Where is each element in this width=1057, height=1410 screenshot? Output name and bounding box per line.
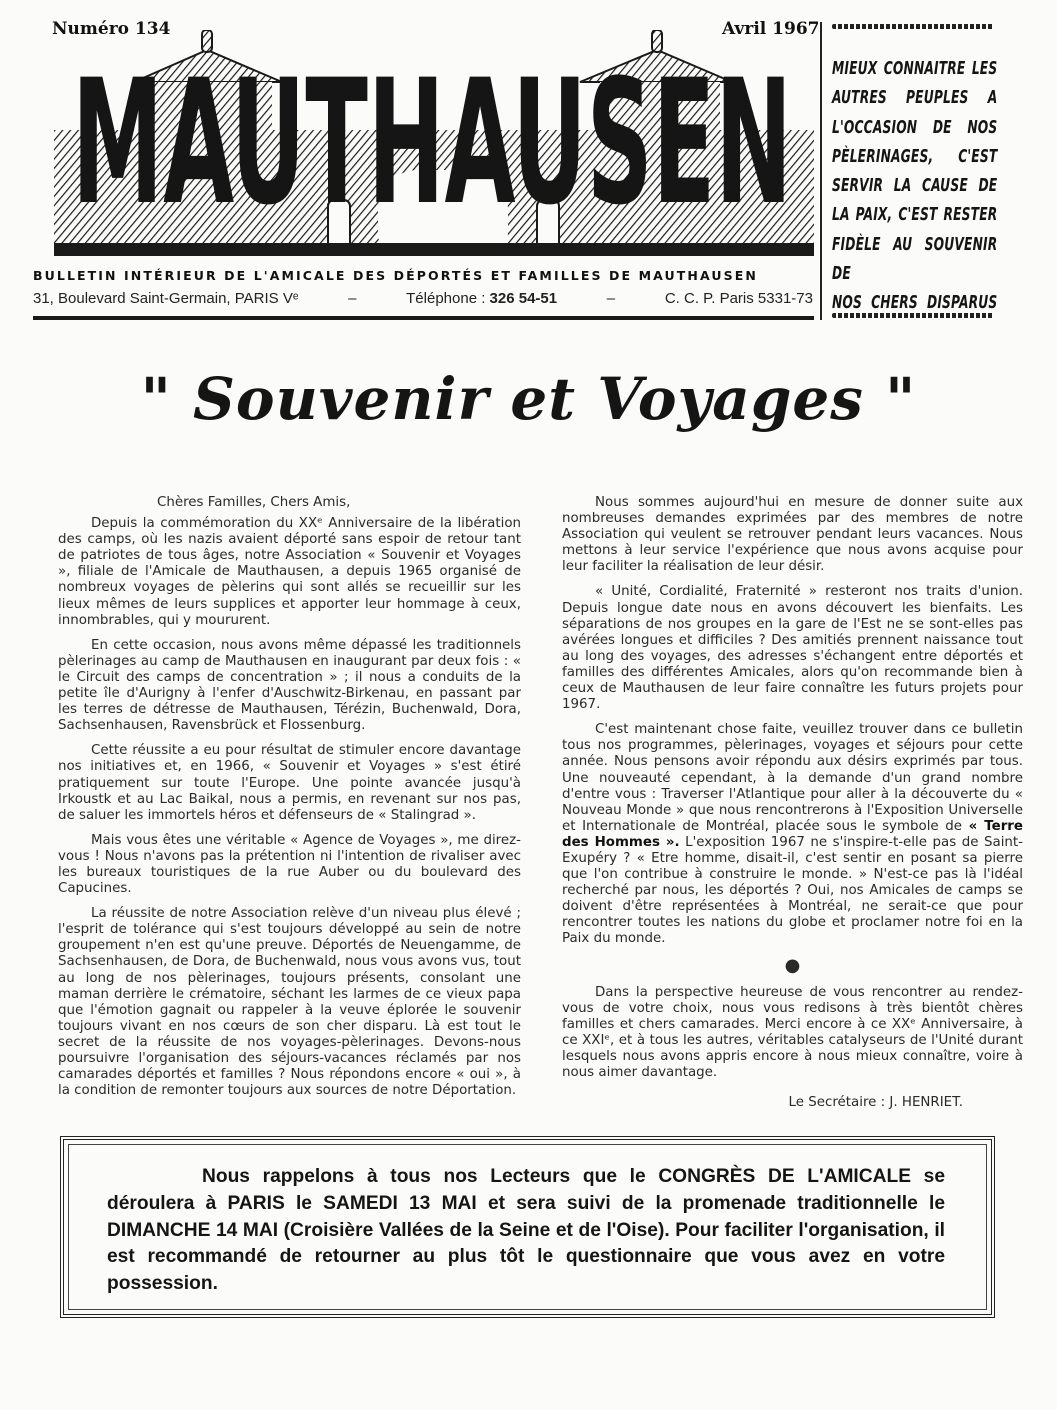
text: L'exposition 1967 ne s'inspire-t-elle pas de Saint-Exupéry ? « Etre homme, disait-il, c'est sentir en posant sa pierre que l'on contribue à construire le monde. » N'est-ce pas là l'idéal recherché par nous, les déportés ? Oui, nos Amicales de camps se doivent d'être représentées à Montréal, ne serait-ce que pour rencontrer toutes les nations du globe et proclamer notre foi en la Paix du monde. (562, 834, 1023, 947)
notice-text: Nous rappelons à tous nos Lecteurs que le CONGRÈS DE L'AMICALE se déroulera à PARIS le SAMEDI 13 MAI et sera suivi de la promenade traditionnelle le DIMANCHE 14 MAI (Croisière Vallées de la Seine et de l'Oise). Pour faciliter l'organisation, il est recommandé de retourner au plus tôt le questionnaire que vous avez en votre possession. (107, 1166, 945, 1295)
masthead-title: MAUTHAUSEN (72, 42, 792, 243)
motto (832, 55, 998, 319)
issue-date: Avril 1967 (722, 19, 820, 39)
paragraph: Depuis la commémoration du XXᵉ Anniversaire de la libération des camps, où les nazis avaient déporté sans espoir de retour tant de patriotes de tous âges, notre Association « Souvenir et Voyages », filiale de l'Amicale de Mauthausen, a depuis 1965 organisé de nombreux voyages de pèlerins qui sont allés se recueillir sur les lieux mêmes de leurs supplices et apporter leur hommage à ceux, innombrables, qui y moururent. (58, 516, 521, 628)
motto-line: LA PAIX, C'EST RESTER (832, 205, 998, 226)
address-line (33, 290, 813, 307)
phone-label: Téléphone : (406, 290, 486, 307)
ccp-account: C. C. P. Paris 5331-73 (664, 290, 813, 307)
paragraph-montreal (562, 722, 1023, 947)
article-title: " Souvenir et Voyages " (140, 365, 917, 433)
paragraph: En cette occasion, nous avons même dépassé les traditionnels pèlerinages au camp de Mauthausen en inaugurant par deux fois : « le Circuit des camps de concentration » ; il nous a conduits de la petite île d'Aurigny à l'enfer d'Auschwitz-Birkenau, en passant par les terres de détresse de Mauthausen, Térézin, Buchenwald, Dora, Sachsenhausen, Ravensbrück et Flossenburg. (58, 637, 521, 734)
paragraph: Mais vous êtes une véritable « Agence de Voyages », me direz-vous ! Nous n'avons pas la prétention ni l'intention de rivaliser avec les bureaux touristiques de la rue Auber ou du boulevard des Capucines. (58, 832, 521, 897)
address: 31, Boulevard Saint-Germain, PARIS Vᵉ (33, 290, 299, 307)
header-rule (33, 316, 814, 320)
article-column-right (562, 495, 1023, 1120)
terre-des-hommes: « Terre des Hommes ». (562, 818, 1023, 850)
paragraph: La réussite de notre Association relève d'un niveau plus élevé ; l'esprit de tolérance qui s'est toujours développé au sein de notre groupement n'en est qu'une preuve. Déportés de Neuengamme, de Sachsenhausen, de Dora, de Buchenwald, nous vous avons vus, tout au long de nos pèlerinages, toujours présents, consolant une maman derrière le crématoire, séchant les larmes de ce vieux papa que l'émotion gagnait ou rappeler à la veuve éplorée le souvenir toujours vivant en nos cœurs de son cher disparu. Là est tout le secret de la réussite de nos voyages-pèlerinages. Devons-nous poursuivre l'organisation des séjours-vacances réclamés par nos camarades déportés et familles ? Nous répondons encore « oui », à la condition de remonter toujours aux sources de notre Déportation. (58, 906, 521, 1099)
paragraph: Cette réussite a eu pour résultat de stimuler encore davantage nos initiatives et, en 1966, « Souvenir et Voyages » s'est étiré pratiquement sur toute l'Europe. Une pointe avancée jusqu'à Irkoustk et au Lac Baikal, nous a permis, en revenant sur nos pas, de saluer les immortels héros et défenseurs de « Stalingrad ». (58, 743, 521, 823)
signature: Le Secrétaire : J. HENRIET. (788, 1095, 963, 1111)
masthead-logo (52, 30, 814, 256)
bullet-separator: ● (784, 954, 801, 976)
motto-line: L'OCCASION DE NOS (832, 117, 998, 138)
motto-line: FIDÈLE AU SOUVENIR DE (832, 234, 998, 285)
paragraph: Nous sommes aujourd'hui en mesure de donner suite aux nombreuses demandes exprimées par des membres de notre Association qui veulent se retrouver pendant leurs vacances. Nous mettons à leur service l'expérience que nous avons acquise pour leur faciliter la réalisation de leur désir. (562, 495, 1023, 575)
paragraph: « Unité, Cordialité, Fraternité » resteront nos traits d'union. Depuis longue date nous en avons découvert les bienfaits. Les séparations de nos groupes en la gare de l'Est ne se sont-elles pas avérées longues et difficiles ? Des amitiés prennent naissance tout au long des voyages, des adresses s'échangent entre déportés et familles des différentes Amicales, alors qu'on recommande bien à ceux de Mauthausen de leur faire connaître les futurs projets pour 1967. (562, 584, 1023, 713)
issue-number: Numéro 134 (52, 19, 171, 39)
motto-bottom-rule (832, 313, 994, 318)
phone (406, 290, 557, 307)
bulletin-subtitle: BULLETIN INTÉRIEUR DE L'AMICALE DES DÉPORTÉS ET FAMILLES DE MAUTHAUSEN (33, 268, 758, 283)
text: C'est maintenant chose faite, veuillez trouver dans ce bulletin tous nos programmes, pèlerinages, voyages et séjours pour cette année. Nous pensons avoir répondu aux désirs exprimés par tous. Une nouveauté cependant, à la demande d'un grand nombre d'entre vous : Traverser l'Atlantique pour aller à la découverte du « Nouveau Monde » que nous rencontrerons à l'Exposition Universelle et Internationale de Montréal, placée sous le symbole de (562, 722, 1023, 834)
column-divider (820, 22, 822, 320)
masthead-illustration (52, 30, 814, 256)
separator: – (606, 290, 616, 307)
motto-line: MIEUX CONNAITRE LES (832, 59, 998, 79)
motto-line: AUTRES PEUPLES A (832, 88, 998, 109)
motto-top-rule (832, 24, 994, 29)
phone-number: 326 54-51 (489, 290, 558, 307)
motto-line: NOS CHERS DISPARUS (832, 293, 998, 314)
closing-paragraph: Dans la perspective heureuse de vous rencontrer au rendez-vous de votre choix, nous vous redisons à très bientôt chères familles et chers camarades. Merci encore à ce XXᵉ Anniversaire, à ce XXIᵉ, et à tous les autres, véritables catalyseurs de l'Unité durant lesquels nous avons appris encore à nous mieux connaître, voire à nous aimer davantage. (562, 984, 1023, 1080)
article-column-left (58, 495, 521, 1108)
separator: – (348, 290, 357, 307)
salutation: Chères Familles, Chers Amis, (157, 495, 351, 510)
motto-line: PÈLERINAGES, C'EST (832, 146, 998, 167)
congress-notice (107, 1164, 945, 1298)
motto-line: SERVIR LA CAUSE DE (832, 176, 998, 197)
ground-bar (54, 243, 814, 256)
